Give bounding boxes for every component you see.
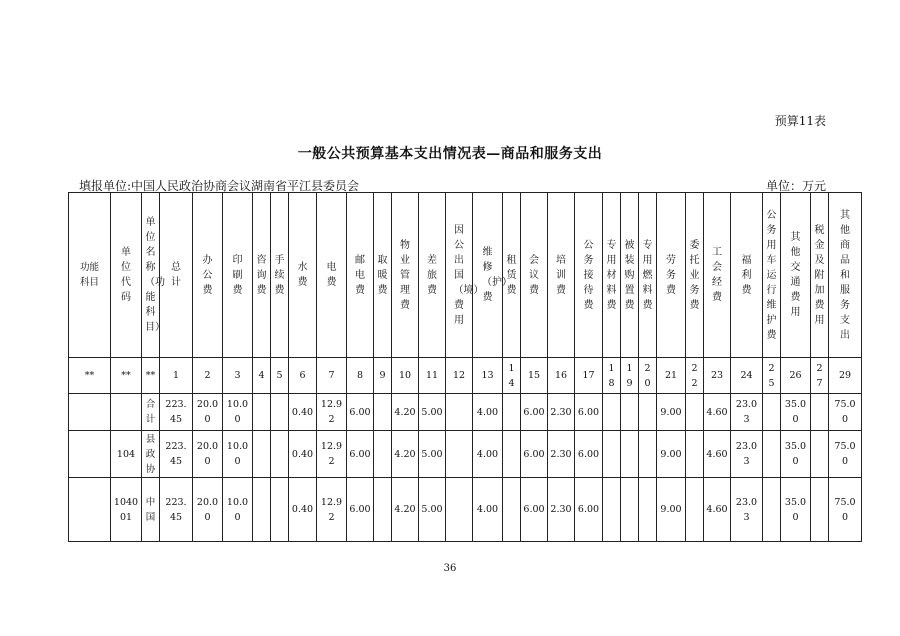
table-cell: 20 [639,358,657,394]
table-cell: 0.40 [289,394,317,431]
currency-unit: 单位：万元 [765,179,826,193]
col-header: 印刷费 [223,193,253,358]
table-cell: 4.00 [473,431,503,478]
table-cell: 2.30 [548,478,575,542]
table-cell: 10 [392,358,419,394]
table-cell: 23 [704,358,731,394]
col-header: 公务接待费 [575,193,603,358]
table-cell: 6.00 [521,478,548,542]
table-cell: 75.00 [829,478,862,542]
col-header: 工会经费 [704,193,731,358]
table-cell: 4.00 [473,478,503,542]
table-cell [446,431,473,478]
table-cell: 23.03 [731,431,763,478]
table-cell [446,478,473,542]
table-cell [686,431,704,478]
col-header: 会议费 [521,193,548,358]
table-cell: ** [69,358,111,394]
table-cell: 6 [289,358,317,394]
col-header: 因公出国（境）费用 [446,193,473,358]
table-cell: 6.00 [521,431,548,478]
table-cell: 223.45 [160,478,193,542]
table-cell [811,478,829,542]
page-title: 一般公共预算基本支出情况表—商品和服务支出 [297,146,603,162]
col-header: 手续费 [271,193,289,358]
col-header: 邮电费 [347,193,374,358]
table-cell [446,394,473,431]
table-cell [374,394,392,431]
table-cell [253,394,271,431]
col-header: 取暖费 [374,193,392,358]
document-reference: 预算11表 [774,114,826,128]
table-cell: ** [142,358,160,394]
table-cell: 22 [686,358,704,394]
col-header: 专用燃料费 [639,193,657,358]
table-cell: 35.00 [781,478,811,542]
table-cell [253,431,271,478]
table-cell: 9.00 [657,431,686,478]
table-cell: 6.00 [575,394,603,431]
table-cell: 10.00 [223,478,253,542]
table-cell: 3 [223,358,253,394]
table-cell [639,394,657,431]
table-cell [374,431,392,478]
table-cell [503,431,521,478]
table-cell [763,478,781,542]
table-cell [374,478,392,542]
col-header: 公务用车运行维护费 [763,193,781,358]
table-cell: 2 [193,358,223,394]
col-header: 办公费 [193,193,223,358]
table-cell: 15 [521,358,548,394]
col-header: 劳务费 [657,193,686,358]
table-cell [111,394,142,431]
table-cell: 7 [317,358,347,394]
table-cell: 6.00 [521,394,548,431]
table-cell [69,478,111,542]
table-cell: 9.00 [657,478,686,542]
table-cell: 4 [253,358,271,394]
table-cell: 9.00 [657,394,686,431]
table-cell: 4.60 [704,431,731,478]
table-cell [69,431,111,478]
col-header: 福利费 [731,193,763,358]
table-cell: 14 [503,358,521,394]
table-cell [603,431,621,478]
table-cell [603,394,621,431]
table-cell [271,431,289,478]
table-cell: 27 [811,358,829,394]
table-cell: 12.92 [317,478,347,542]
header-row [69,193,862,358]
table-cell: 5.00 [419,394,446,431]
table-cell: 8 [347,358,374,394]
table-cell: 223.45 [160,394,193,431]
table-cell: 县政协 [142,431,160,478]
table-cell: 16 [548,358,575,394]
col-header: 水费 [289,193,317,358]
table-cell [763,394,781,431]
col-header: 培训费 [548,193,575,358]
table-cell: 24 [731,358,763,394]
col-header: 其他商品和服务支出 [829,193,862,358]
table-cell: 20.00 [193,394,223,431]
table-cell: 10.00 [223,431,253,478]
col-header: 被装购置费 [621,193,639,358]
table-cell: 104 [111,431,142,478]
table-cell: 中国 [142,478,160,542]
table-row [69,431,862,478]
table-cell: 合计 [142,394,160,431]
table-cell: 1 [160,358,193,394]
table-cell: 104001 [111,478,142,542]
page-number: 36 [443,563,457,574]
table-cell: 2.30 [548,394,575,431]
col-header: 维修（护）费 [473,193,503,358]
table-cell: 12.92 [317,394,347,431]
col-header: 单位名称（功能科目） [142,193,160,358]
table-cell: 6.00 [347,431,374,478]
col-header: 电费 [317,193,347,358]
table-cell: 5.00 [419,431,446,478]
table-cell: 23.03 [731,394,763,431]
table-cell: 11 [419,358,446,394]
col-header: 专用材料费 [603,193,621,358]
table-cell: 13 [473,358,503,394]
table-cell [763,431,781,478]
table-cell: 6.00 [575,478,603,542]
table-cell [503,394,521,431]
table-cell: 0.40 [289,478,317,542]
table-cell [639,431,657,478]
column-number-row [69,358,862,394]
table-cell: 23.03 [731,478,763,542]
table-cell: 35.00 [781,394,811,431]
table-cell: 21 [657,358,686,394]
filing-unit: 填报单位:中国人民政治协商会议湖南省平江县委员会 [79,179,360,193]
table-cell: 25 [763,358,781,394]
table-cell [271,394,289,431]
table-cell [686,394,704,431]
table-cell: 18 [603,358,621,394]
table-cell: 20.00 [193,478,223,542]
table-cell: 12.92 [317,431,347,478]
table-cell: 4.20 [392,394,419,431]
col-header: 咨询费 [253,193,271,358]
table-cell: 4.20 [392,478,419,542]
col-header: 租赁费 [503,193,521,358]
table-cell: 6.00 [575,431,603,478]
table-cell [621,478,639,542]
table-cell: 0.40 [289,431,317,478]
table-cell [503,478,521,542]
table-cell [811,394,829,431]
table-cell: 17 [575,358,603,394]
col-header: 其他交通费用 [781,193,811,358]
table-cell [639,478,657,542]
table-cell: 5 [271,358,289,394]
col-header: 单位代码 [111,193,142,358]
table-cell [811,431,829,478]
table-cell [621,431,639,478]
col-header: 物业管理费 [392,193,419,358]
table-cell [686,478,704,542]
col-header: 总计 [160,193,193,358]
table-cell: 20.00 [193,431,223,478]
table-cell: 35.00 [781,431,811,478]
col-header: 差旅费 [419,193,446,358]
table-cell [621,394,639,431]
table-cell: 5.00 [419,478,446,542]
table-cell: 4.00 [473,394,503,431]
table-cell: 12 [446,358,473,394]
table-cell: 4.60 [704,478,731,542]
table-row [69,394,862,431]
table-cell: 4.60 [704,394,731,431]
table-cell [271,478,289,542]
table-cell: 6.00 [347,394,374,431]
col-header: 功能科目 [69,193,111,358]
table-cell: 26 [781,358,811,394]
col-header: 税金及附加费用 [811,193,829,358]
table-cell: 75.00 [829,394,862,431]
table-cell: 9 [374,358,392,394]
table-cell: 2.30 [548,431,575,478]
table-cell [253,478,271,542]
table-cell: 6.00 [347,478,374,542]
table-cell: ** [111,358,142,394]
table-cell: 19 [621,358,639,394]
table-row [69,478,862,542]
budget-table [68,192,862,542]
col-header: 委托业务费 [686,193,704,358]
table-cell: 10.00 [223,394,253,431]
table-cell: 4.20 [392,431,419,478]
table-cell: 75.00 [829,431,862,478]
table-cell: 29 [829,358,862,394]
table-cell [603,478,621,542]
table-cell [69,394,111,431]
table-cell: 223.45 [160,431,193,478]
